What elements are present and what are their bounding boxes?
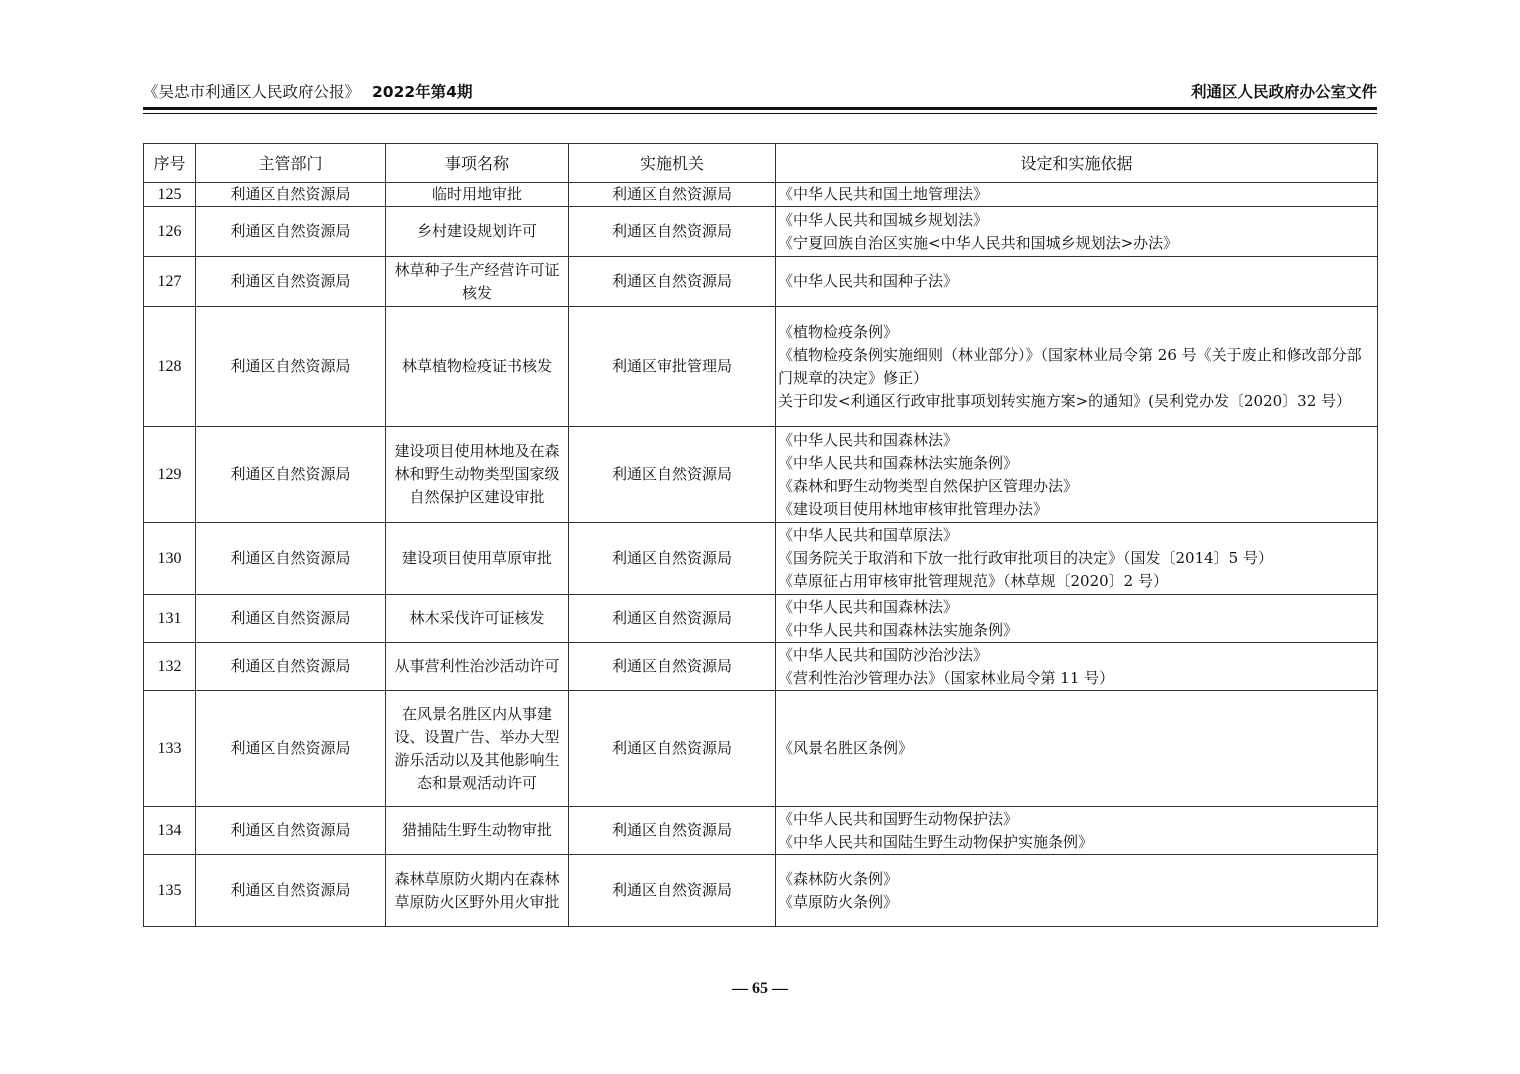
row-number: 128 [144,307,196,427]
row-dept: 利通区自然资源局 [196,207,386,257]
basis-line: 《中华人民共和国土地管理法》 [778,185,989,203]
row-number: 129 [144,427,196,523]
row-item: 在风景名胜区内从事建设、设置广告、举办大型游乐活动以及其他影响生态和景观活动许可 [386,691,569,807]
basis-line: 《中华人民共和国森林法实施条例》 [778,620,1019,639]
row-agency: 利通区自然资源局 [569,207,776,257]
table-row [144,807,1378,855]
header-rule-thick [143,107,1377,110]
row-dept: 利通区自然资源局 [196,691,386,807]
basis-line: 《中华人民共和国城乡规划法》 [778,210,989,229]
issue-number: 2022年第4期 [372,83,473,101]
row-item: 林木采伐许可证核发 [386,595,569,643]
row-dept: 利通区自然资源局 [196,307,386,427]
basis-line: 《草原征占用审核审批管理规范》（林草规〔2020〕2 号） [778,572,1168,590]
header-rule-thin [143,113,1377,114]
basis-line: 《中华人民共和国陆生野生动物保护实施条例》 [778,832,1094,851]
basis-line: 《国务院关于取消和下放一批行政审批项目的决定》（国发〔2014〕5 号） [778,549,1273,567]
row-basis [776,807,1378,855]
basis-line: 《中华人民共和国防沙治沙法》 [778,645,989,664]
row-item: 林草种子生产经营许可证核发 [386,257,569,307]
basis-line: 《中华人民共和国野生动物保护法》 [778,809,1019,828]
col-header-agency: 实施机关 [569,144,776,183]
row-agency: 利通区自然资源局 [569,595,776,643]
row-item: 临时用地审批 [386,183,569,207]
row-agency: 利通区自然资源局 [569,807,776,855]
col-header-dept: 主管部门 [196,144,386,183]
basis-line: 《建设项目使用林地审核审批管理办法》 [778,499,1049,518]
row-dept: 利通区自然资源局 [196,807,386,855]
row-agency: 利通区自然资源局 [569,427,776,523]
row-dept: 利通区自然资源局 [196,595,386,643]
page-number: — 65 — [732,980,788,997]
table-row [144,523,1378,595]
row-agency: 利通区审批管理局 [569,307,776,427]
col-header-basis: 设定和实施依据 [776,144,1378,183]
row-basis [776,183,1378,207]
basis-line: 《植物检疫条例实施细则（林业部分）》（国家林业局令第 26 号《关于废止和修改部分部门规章的决定》修正） [778,345,1362,387]
row-item: 乡村建设规划许可 [386,207,569,257]
row-basis [776,523,1378,595]
row-basis [776,307,1378,427]
table-row [144,691,1378,807]
row-basis [776,257,1378,307]
basis-line: 关于印发<利通区行政审批事项划转实施方案>的通知》(吴利党办发〔2020〕32 号） [778,391,1352,410]
row-dept: 利通区自然资源局 [196,643,386,691]
row-basis [776,427,1378,523]
basis-line: 《草原防火条例》 [778,892,899,911]
table-row [144,307,1378,427]
row-agency: 利通区自然资源局 [569,643,776,691]
row-dept: 利通区自然资源局 [196,855,386,927]
table-row [144,207,1378,257]
row-basis [776,855,1378,927]
row-dept: 利通区自然资源局 [196,257,386,307]
basis-line: 《营利性治沙管理办法》（国家林业局令第 11 号） [778,668,1115,687]
basis-line: 《植物检疫条例》 [778,322,899,341]
col-header-item: 事项名称 [386,144,569,183]
row-basis [776,595,1378,643]
row-item: 猎捕陆生野生动物审批 [386,807,569,855]
table-row [144,643,1378,691]
basis-line: 《中华人民共和国森林法实施条例》 [778,453,1019,472]
row-number: 131 [144,595,196,643]
row-number: 127 [144,257,196,307]
basis-line: 《中华人民共和国森林法》 [778,597,959,616]
table-row [144,855,1378,927]
row-basis [776,207,1378,257]
row-agency: 利通区自然资源局 [569,183,776,207]
row-agency: 利通区自然资源局 [569,691,776,807]
row-item: 从事营利性治沙活动许可 [386,643,569,691]
row-number: 133 [144,691,196,807]
bulletin-title [143,80,472,104]
row-agency: 利通区自然资源局 [569,855,776,927]
row-number: 134 [144,807,196,855]
basis-line: 《中华人民共和国草原法》 [778,526,959,544]
table-row [144,183,1378,207]
basis-line: 《森林防火条例》 [778,869,899,888]
basis-line: 《风景名胜区条例》 [778,739,914,757]
approval-items-table [143,143,1378,927]
row-item: 建设项目使用林地及在森林和野生动物类型国家级自然保护区建设审批 [386,427,569,523]
basis-line: 《中华人民共和国种子法》 [778,272,959,290]
row-number: 135 [144,855,196,927]
row-basis [776,691,1378,807]
bulletin-name: 《吴忠市利通区人民政府公报》 [143,83,361,101]
col-header-no: 序号 [144,144,196,183]
table-body [144,183,1378,927]
table-header-row [144,144,1378,183]
row-item: 建设项目使用草原审批 [386,523,569,595]
table-row [144,427,1378,523]
office-title: 利通区人民政府办公室文件 [1190,83,1377,101]
table-row [144,595,1378,643]
page-header [143,80,1377,104]
row-dept: 利通区自然资源局 [196,183,386,207]
row-basis [776,643,1378,691]
basis-line: 《宁夏回族自治区实施<中华人民共和国城乡规划法>办法》 [778,233,1179,252]
row-dept: 利通区自然资源局 [196,523,386,595]
row-agency: 利通区自然资源局 [569,523,776,595]
table-row [144,257,1378,307]
row-number: 125 [144,183,196,207]
row-number: 130 [144,523,196,595]
row-number: 132 [144,643,196,691]
row-number: 126 [144,207,196,257]
row-item: 森林草原防火期内在森林草原防火区野外用火审批 [386,855,569,927]
row-item: 林草植物检疫证书核发 [386,307,569,427]
row-agency: 利通区自然资源局 [569,257,776,307]
basis-line: 《森林和野生动物类型自然保护区管理办法》 [778,476,1079,495]
basis-line: 《中华人民共和国森林法》 [778,430,959,449]
row-dept: 利通区自然资源局 [196,427,386,523]
